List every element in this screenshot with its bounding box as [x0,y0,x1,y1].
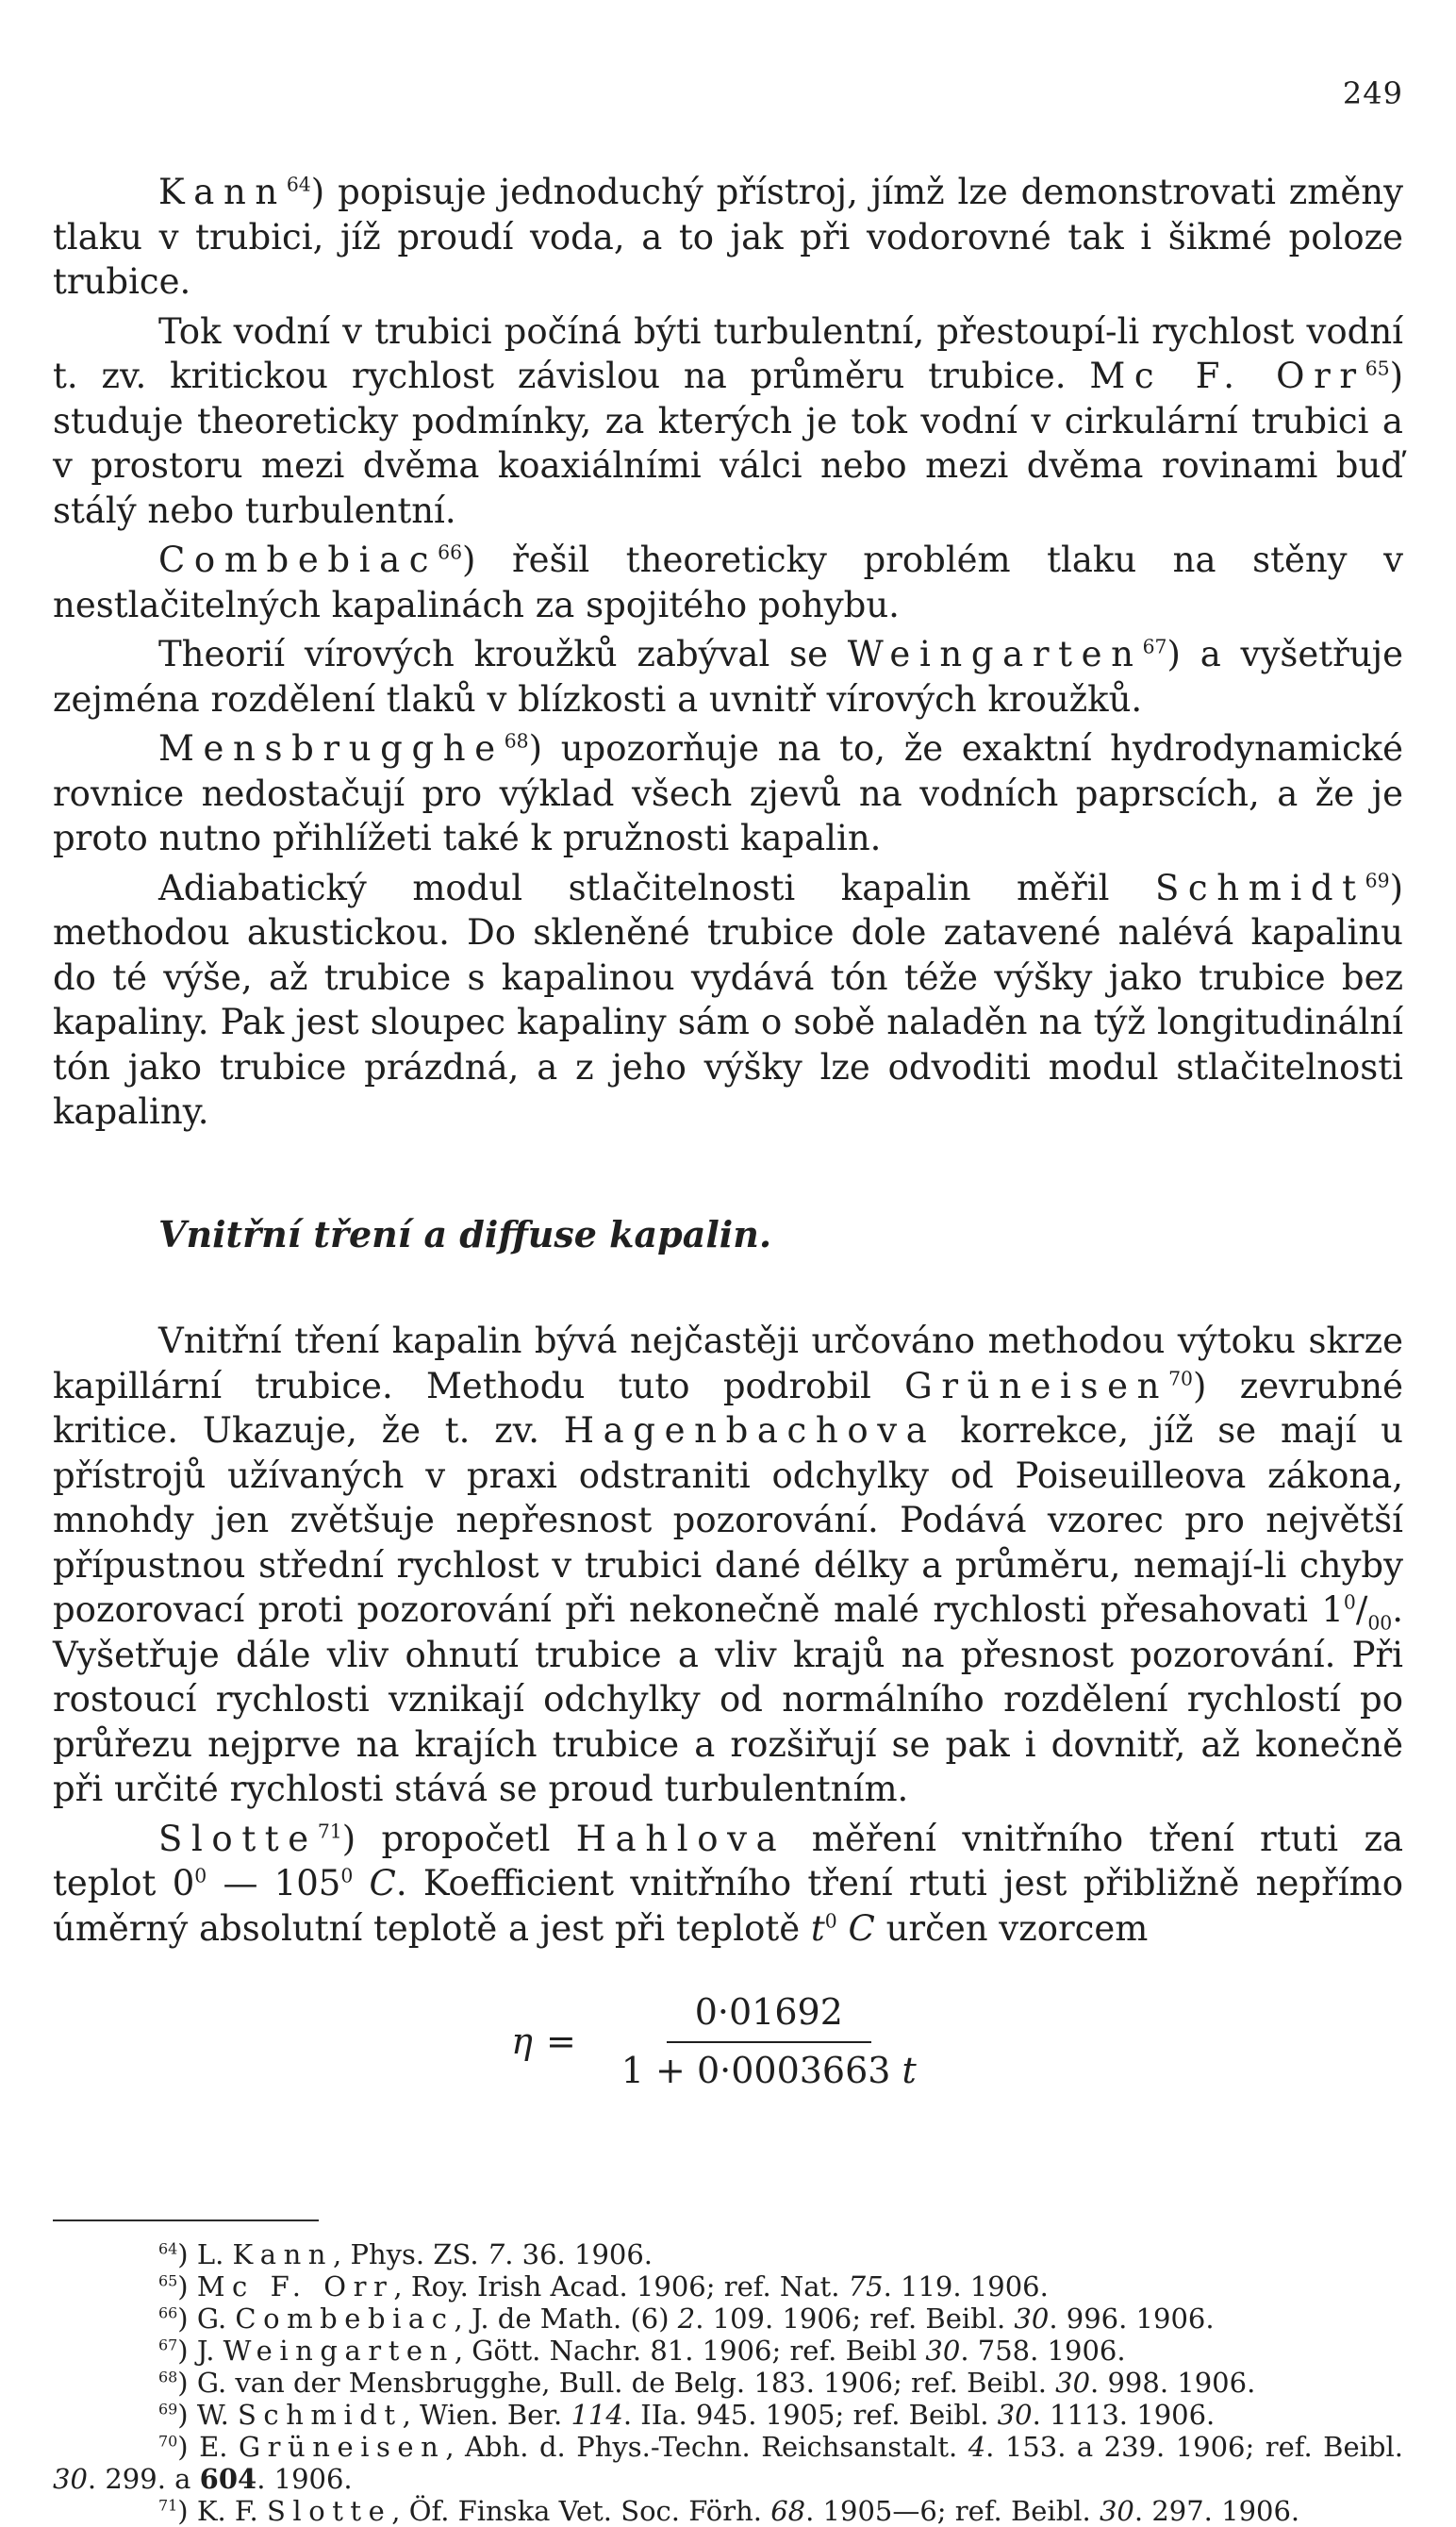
formula-equals: = [545,2020,576,2062]
footnote-text: K. F. [196,2495,258,2527]
degree-sup: 0 [340,1864,354,1887]
formula-lhs: η [511,2020,533,2062]
footnote-text: . 996. 1906. [1049,2303,1215,2335]
footnote-text: G. van der Mensbrugghe, Bull. de Belg. 183. 1906; ref. Beibl. [196,2367,1056,2399]
footnote-text: E. [199,2431,228,2463]
paragraph-text: Tok vodní v trubici počíná býti turbulentní, přestoupí-li rychlost vodní t. zv. kritickou rychlost závislou na průměru trubice. [53,310,1403,396]
footnote-number: 65 [158,2271,178,2290]
footnote-68: $^{68}$) G. van der Mensbrugghe, Bull. de Belg. 183. 1906; ref. Beibl. 30. 998. 1906. [158,2367,1256,2399]
footnote-number: 70 [158,2432,178,2451]
footnote-67: $^{67}$) J. Weingarten, Gött. Nachr. 81. 1906; ref. Beibl 30. 758. 1906. [158,2335,1126,2367]
footnote-text: J. [196,2335,215,2367]
unit-text: C [836,1907,875,1949]
author-name: Combebiac [235,2303,455,2335]
footnote-66: $^{66}$) G. Combebiac, J. de Math. (6) 2. 109. 1906; ref. Beibl. 30. 996. 1906. [158,2303,1215,2335]
paragraph-text: a vyšetřuje zejména rozdělení tlaků v blízkosti a uvnitř vírových kroužků. [53,634,1404,720]
formula-numerator: 0·01692 [667,1990,871,2043]
author-name: Slotte [158,1818,318,1859]
degree-sup: 0 [194,1864,207,1887]
paragraph-orr: Tok vodní v trubici počíná býti turbulentní, přestoupí-li rychlost vodní t. zv. kritickou rychlost závislou na průměru trubice. Mc F. Orr$^{65}$) studuje theoreticky podmínky, za kterých je tok vodní v cirkulární trubici a v prostoru mezi dvěma koaxiálními válci nebo mezi dvěma rovinami buď stálý nebo turbulentní. [53,310,1404,531]
paragraph-slotte: Slotte$^{71}$) propočetl Hahlova měření vnitřního tření rtuti za teplot $0^0$ — $105^0$ C. Koefficient vnitřního tření rtuti jest přibližně nepřímo úměrný absolutní teplotě a jest při teplotě $t^0$ C určen vzorcem [53,1818,1404,1949]
author-name: Hahlova [575,1818,786,1859]
page-number: 249 [1342,75,1403,111]
main-text [53,170,1403,2093]
paragraph-text: korrekce, jíž se mají u přístrojů užívaných v praxi odstraniti odchylky od Poiseuilleova zákona, mnohdy jen zvětšuje nepřesnost pozorování. Podává vzorec pro největší přípustnou střední rychlost v trubici dané délky a průměru, nemají-li chyby pozorovací proti pozorování při nekonečně malé rychlosti přesahovati 1 [53,1410,1403,1630]
volume: 4 [968,2431,986,2463]
footnote-text: W. [196,2399,229,2431]
footnote-64: $^{64}$) L. Kann, Phys. ZS. 7. 36. 1906. [158,2238,654,2270]
author-name: Kann [232,2238,334,2270]
footnote-ref: 64 [286,173,311,196]
author-name: Combebiac [158,540,438,580]
author-name: Grüneisen [904,1365,1169,1406]
author-name: Grüneisen [238,2431,446,2463]
paragraph-text: upozorňuje na to, že exaktní hydrodynamické rovnice nedostačují pro výklad všech zjevů na vodních paprscích, a že je proto nutno přihlížeti také k pružnosti kapalin. [53,728,1403,858]
author-name: Schmidt [1154,867,1365,908]
denominator-text: 1 + 0·0003663 [620,2049,902,2091]
paragraph-mensbrugghe: Mensbrugghe$^{68}$) upozorňuje na to, že exaktní hydrodynamické rovnice nedostačují pro výklad všech zjevů na vodních paprscích, a že je proto nutno přihlížeti také k pružnosti kapalin. [53,728,1403,858]
permille-sup: 0 [1343,1590,1356,1614]
footnote-ref: 65 [1365,357,1390,380]
volume: 30 [1014,2303,1050,2335]
footnote-text: , Gött. Nachr. 81. 1906; ref. Beibl [454,2335,926,2367]
paragraph-kann: Kann$^{64}$) popisuje jednoduchý přístroj, jímž lze demonstrovati změny tlaku v trubici, jíž proudí voda, a to jak při vodorovné tak i šikmé poloze trubice. [53,172,1403,302]
paragraph-text: . Koefficient vnitřního tření rtuti jest přibližně nepřímo úměrný absolutní teplotě a jest při teplotě [53,1863,1403,1949]
footnote-number: 67 [158,2336,178,2354]
footnote-number: 68 [158,2368,178,2386]
footnote-number: 64 [158,2239,178,2258]
paragraph-text: popisuje jednoduchý přístroj, jímž lze demonstrovati změny tlaku v trubici, jíž proudí voda, a to jak při vodorovné tak i šikmé poloze trubice. [53,172,1403,302]
variable-t: t [810,1907,825,1949]
volume: 30 [997,2399,1033,2431]
section-heading: Vnitřní tření a diffuse kapalin. [158,1212,772,1255]
footnote-text: , Öf. Finska Vet. Soc. Förh. [391,2495,771,2527]
footnote-ref: 69 [1365,869,1390,892]
paragraph-text: Vnitřní tření kapalin bývá nejčastěji určováno methodou výtoku skrze kapillární trubice. Methodu tuto podrobil [53,1321,1403,1406]
footnote-text: , Phys. ZS. [333,2238,488,2270]
footnote-text: . 1906. [256,2463,353,2495]
footnote-number: 66 [158,2303,178,2322]
footnote-text: L. [196,2238,224,2270]
footnote-text: . 119. 1906. [883,2270,1049,2303]
footnote-ref: 70 [1168,1367,1193,1390]
paragraph-text: řešil theoreticky problém tlaku na stěny v nestlačitelných kapalinách za spojitého pohybu. [53,540,1403,625]
paragraph-text: určen vzorcem [874,1907,1149,1949]
formula-fraction [593,1990,945,2093]
paragraph-text: měření vnitřního tření rtuti za teplot 0 [53,1818,1404,1904]
volume: 7 [487,2238,505,2270]
volume: 114 [571,2399,623,2431]
variable-t: t [902,2049,917,2091]
permille-sub: 00 [1367,1611,1393,1635]
viscosity-formula [53,1990,1403,2093]
paragraph-text: Theorií vírových kroužků zabýval se [158,634,828,674]
footnote-69: $^{69}$) W. Schmidt, Wien. Ber. 114. IIa. 945. 1905; ref. Beibl. 30. 1113. 1906. [158,2399,1216,2431]
paragraph-gruneisen: Vnitřní tření kapalin bývá nejčastěji určováno methodou výtoku skrze kapillární trubice. Methodu tuto podrobil Grüneisen$^{70}$) zevrubné kritice. Ukazuje, že t. zv. Hagenbachova korrekce, jíž se mají u přístrojů užívaných v praxi odstraniti odchylky od Poiseuilleova zákona, mnohdy jen zvětšuje nepřesnost pozorování. Podává vzorec pro největší přípustnou střední rychlost v trubici dané délky a průměru, nemají-li chyby pozorovací proti pozorování při nekonečně malé rychlosti přesahovati $1^0/_{00}$. Vyšetřuje dále vliv ohnutí trubice a vliv krajů na přesnost pozorování. Při rostoucí rychlosti vznikají odchylky od normálního rozdělení rychlostí po průřezu nejprve na krajích trubice a rozšiřují se pak i dovnitř, až konečně při určité rychlosti stává se proud turbulentním. [53,1321,1403,1809]
footnote-70: $^{70}$) E. Grüneisen, Abh. d. Phys.-Techn. Reichsanstalt. 4. 153. a 239. 1906; ref. Beibl. 30. 299. a 604. 1906. [53,2431,1403,2495]
author-name: Mc F. Orr [196,2270,394,2303]
paragraph-text: Adiabatický modul stlačitelnosti kapalin měřil [158,867,1110,908]
footnote-71: $^{71}$) K. F. Slotte, Öf. Finska Vet. Soc. Förh. 68. 1905—6; ref. Beibl. 30. 297. 1906. [158,2495,1300,2527]
author-name: Hagenbachova [563,1410,936,1451]
volume: 68 [770,2495,806,2527]
footnote-text: . 36. 1906. [505,2238,654,2270]
footnote-ref: 67 [1142,635,1167,658]
author-name: Slotte [266,2495,392,2527]
paragraph-schmidt: Adiabatický modul stlačitelnosti kapalin měřil Schmidt$^{69}$) methodou akustickou. Do skleněné trubice dole zatavené nalévá kapalinu do té výše, až trubice s kapalinou vydává tón téže výšky jako trubice bez kapaliny. Pak jest sloupec kapaliny sám o sobě naladěn na týž longitudinální tón jako trubice prázdná, a z jeho výšky lze odvoditi modul stlačitelnosti kapaliny. [53,867,1403,1132]
page-ref: 604 [199,2463,257,2495]
paragraph-combebiac: Combebiac$^{66}$) řešil theoreticky problém tlaku na stěny v nestlačitelných kapalinách za spojitého pohybu. [53,540,1403,625]
footnote-text: , J. de Math. (6) [454,2303,678,2335]
footnote-number: 69 [158,2400,178,2419]
footnote-text: , Roy. Irish Acad. 1906; ref. Nat. [393,2270,849,2303]
volume: 30 [53,2463,88,2495]
footnote-65: $^{65}$) Mc F. Orr, Roy. Irish Acad. 1906; ref. Nat. 75. 119. 1906. [158,2270,1049,2303]
unit-text: C [353,1863,396,1904]
volume: 30 [1055,2367,1091,2399]
footnote-text: . 297. 1906. [1133,2495,1300,2527]
paragraph-text: studuje theoreticky podmínky, za kterých je tok vodní v cirkulární trubici a v prostoru mezi dvěma koaxiálními válci nebo mezi dvěma rovinami buď stálý nebo turbulentní. [53,400,1403,531]
paragraph-text: propočetl [381,1818,551,1859]
footnote-text: , Wien. Ber. [402,2399,571,2431]
footnote-ref: 68 [504,729,529,753]
author-name: Mensbrugghe [158,728,505,769]
footnote-text: . 758. 1906. [960,2335,1126,2367]
paragraph-text: . Vyšetřuje dále vliv ohnutí trubice a vliv krajů na přesnost pozorování. Při rostoucí rychlosti vznikají odchylky od normálního rozdělení rychlostí po průřezu nejprve na krajích trubice a rozšiřují se pak i dovnitř, až konečně při určité rychlosti stává se proud turbulentním. [53,1589,1403,1809]
paragraph-text: zevrubné kritice. Ukazuje, že t. zv. [53,1365,1403,1451]
footnotes [53,2238,1403,2527]
footnote-ref: 71 [317,1820,342,1843]
author-name: Weingarten [847,634,1143,674]
formula-denominator [593,2043,945,2094]
volume: 30 [1099,2495,1134,2527]
footnote-ref: 66 [438,540,463,564]
paragraph-weingarten: Theorií vírových kroužků zabýval se Weingarten$^{67}$) a vyšetřuje zejména rozdělení tlaků v blízkosti a uvnitř vírových kroužků. [53,634,1404,720]
author-name: Weingarten [223,2335,455,2367]
degree-sup: 0 [824,1909,837,1933]
paragraph-text: — 105 [207,1863,341,1904]
footnote-text: . 1113. 1906. [1032,2399,1216,2431]
footnote-rule [53,2219,319,2221]
footnote-text: , Abh. d. Phys.-Techn. Reichsanstalt. [445,2431,968,2463]
footnote-text: . 109. 1906; ref. Beibl. [695,2303,1015,2335]
footnote-text: . IIa. 945. 1905; ref. Beibl. [622,2399,998,2431]
footnote-number: 71 [158,2496,178,2515]
volume: 30 [925,2335,961,2367]
author-name: Schmidt [238,2399,403,2431]
footnote-text: . 1905—6; ref. Beibl. [805,2495,1100,2527]
volume: 2 [677,2303,696,2335]
volume: 75 [848,2270,884,2303]
footnote-text: . 998. 1906. [1090,2367,1256,2399]
footnote-text: . 153. a 239. 1906; ref. Beibl. [985,2431,1403,2463]
footnote-text: . 299. a [87,2463,200,2495]
paragraph-text: methodou akustickou. Do skleněné trubice dole zatavené nalévá kapalinu do té výše, až trubice s kapalinou vydává tón téže výšky jako trubice bez kapaliny. Pak jest sloupec kapaliny sám o sobě naladěn na týž longitudinální tón jako trubice prázdná, a z jeho výšky lze odvoditi modul stlačitelnosti kapaliny. [53,912,1403,1132]
footnote-text: G. [196,2303,227,2335]
author-name: Kann [158,172,287,212]
author-name: Mc F. Orr [1089,356,1365,396]
